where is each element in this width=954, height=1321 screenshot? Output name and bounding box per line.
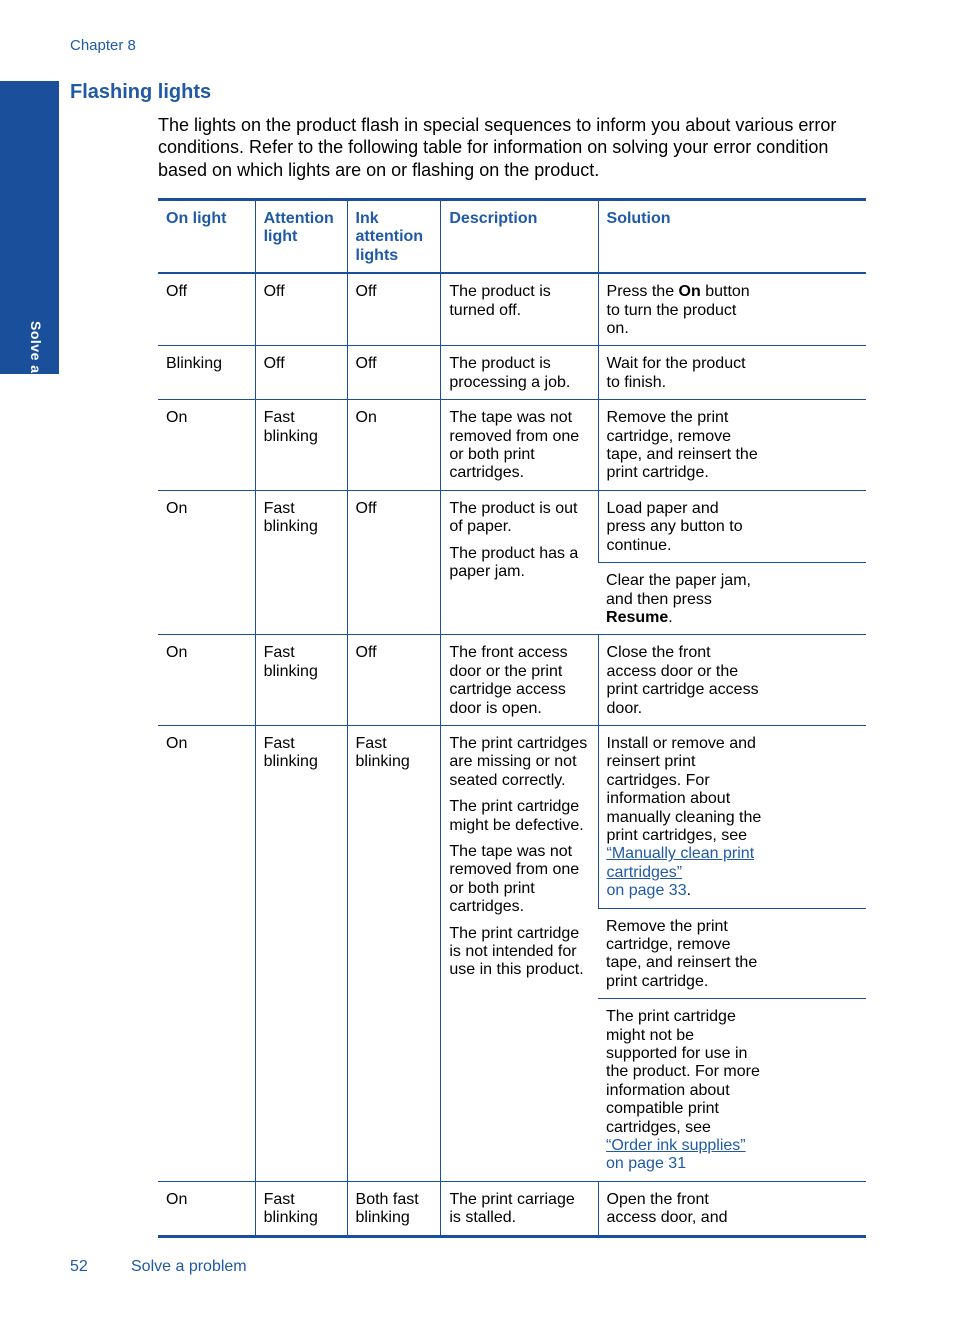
header-ink-attention-lights: Ink attention lights: [347, 200, 441, 274]
cell-description: [441, 346, 598, 400]
table-row: [158, 490, 866, 562]
cell-on-light: On: [158, 635, 255, 726]
solution-text: Open the front access door, and: [606, 1190, 728, 1227]
cell-ink-attention: Off: [347, 346, 441, 400]
solution-text-part: Press the: [606, 283, 679, 301]
description-text: The product is processing a job.: [449, 355, 571, 391]
cell-on-light: Off: [158, 273, 255, 346]
description-text: The tape was not removed from one or both print cartridges.: [449, 409, 580, 482]
header-solution: Solution: [598, 200, 866, 274]
cross-reference-link[interactable]: “Manually clean print cartridges”: [606, 845, 755, 881]
solution-bold: On: [678, 283, 701, 301]
cell-ink-attention: Off: [347, 273, 441, 346]
solution-text: Wait for the product to finish.: [606, 355, 746, 391]
cell-attention-light: Fast blinking: [255, 1181, 347, 1236]
header-description: Description: [441, 200, 598, 274]
solution-text-part: .: [686, 882, 692, 900]
cell-description: [441, 273, 598, 346]
solution-text: Remove the print cartridge, remove tape, and reinsert the print cartridge.: [606, 409, 758, 482]
table-row: [158, 346, 866, 400]
description-text: The tape was not removed from one or both print cartridges.: [449, 842, 580, 916]
cell-attention-light: Fast blinking: [255, 635, 347, 726]
cell-description: [441, 725, 598, 1181]
cell-ink-attention: Fast blinking: [347, 725, 441, 1181]
description-text: The product is turned off.: [449, 283, 551, 319]
cell-solution: [598, 490, 866, 562]
cell-solution: [598, 563, 866, 635]
cell-solution: [598, 908, 866, 999]
description-text: The print cartridge is not intended for use in this product.: [449, 924, 584, 979]
cell-attention-light: Fast blinking: [255, 725, 347, 1181]
cell-ink-attention: Both fast blinking: [347, 1181, 441, 1236]
table-body: [158, 273, 866, 1236]
cell-solution: [598, 999, 866, 1182]
footer-section: Solve a problem: [131, 1258, 247, 1275]
side-tab-label: Solve a problem: [28, 321, 44, 437]
cell-on-light: On: [158, 490, 255, 634]
table-header-row: [158, 200, 866, 274]
cell-solution: [598, 725, 866, 908]
solution-text: Remove the print cartridge, remove tape, and reinsert the print cartridge.: [606, 917, 758, 990]
table-row: [158, 400, 866, 491]
cell-solution: [598, 273, 866, 346]
table-row: [158, 273, 866, 346]
cell-on-light: On: [158, 725, 255, 1181]
solution-text: [606, 572, 761, 627]
cell-attention-light: Fast blinking: [255, 490, 347, 634]
solution-bold: Resume: [606, 608, 669, 626]
cell-on-light: On: [158, 400, 255, 491]
page-reference-link[interactable]: on page 31: [606, 1155, 687, 1173]
cell-description: [441, 635, 598, 726]
description-text: The print carriage is stalled.: [449, 1190, 575, 1227]
cell-attention-light: Off: [255, 346, 347, 400]
cell-ink-attention: On: [347, 400, 441, 491]
side-tab: [0, 81, 59, 437]
cross-reference-link[interactable]: “Order ink supplies”: [606, 1137, 746, 1155]
chapter-label: Chapter 8: [70, 37, 136, 54]
cell-solution: [598, 346, 866, 400]
section-title: Flashing lights: [70, 81, 212, 103]
description-text: The print cartridges are missing or not seated correctly.: [449, 734, 588, 789]
cell-attention-light: Off: [255, 273, 347, 346]
cell-description: [441, 490, 598, 634]
cell-on-light: Blinking: [158, 346, 255, 400]
flashing-lights-table: [158, 198, 866, 1238]
solution-text: [607, 735, 762, 901]
cell-description: [441, 1181, 598, 1236]
solution-text-part: Install or remove and reinsert print cartridges. For information about manually cleaning the print cartridges, see: [606, 734, 762, 844]
header-on-light: On light: [158, 200, 255, 274]
solution-text: Close the front access door or the print cartridge access door.: [606, 644, 759, 717]
solution-text-part: The print cartridge might not be supported for use in the product. For more information about compatible print cartridges, see: [606, 1008, 760, 1136]
solution-text-part: button to turn the product on.: [606, 283, 750, 338]
description-text: The product has a paper jam.: [449, 544, 579, 581]
cell-solution: [598, 635, 866, 726]
solution-text-part: Clear the paper jam, and then press: [606, 572, 751, 608]
page-number: 52: [70, 1258, 88, 1275]
solution-text: [606, 1008, 761, 1174]
solution-text: [607, 283, 762, 338]
cell-ink-attention: Off: [347, 490, 441, 634]
cell-ink-attention: Off: [347, 635, 441, 726]
table-row: [158, 1181, 866, 1236]
table-row: [158, 635, 866, 726]
description-text: The print cartridge might be defective.: [449, 798, 584, 834]
description-text: The product is out of paper.: [449, 499, 578, 536]
cell-solution: [598, 400, 866, 491]
cell-on-light: On: [158, 1181, 255, 1236]
cell-solution: [598, 1181, 866, 1236]
table-row: [158, 725, 866, 908]
solution-text: Load paper and press any button to continue.: [606, 499, 743, 554]
header-attention-light: Attention light: [255, 200, 347, 274]
page-reference-link[interactable]: on page 33: [606, 882, 687, 900]
cell-attention-light: Fast blinking: [255, 400, 347, 491]
description-text: The front access door or the print cartridge access door is open.: [449, 644, 568, 717]
cell-description: [441, 400, 598, 491]
solution-text-part: .: [668, 608, 673, 626]
intro-paragraph: The lights on the product flash in special sequences to inform you about various error conditions. Refer to the following table for information on solving your error condition based on which lights are on or flashing on the product.: [158, 115, 837, 180]
